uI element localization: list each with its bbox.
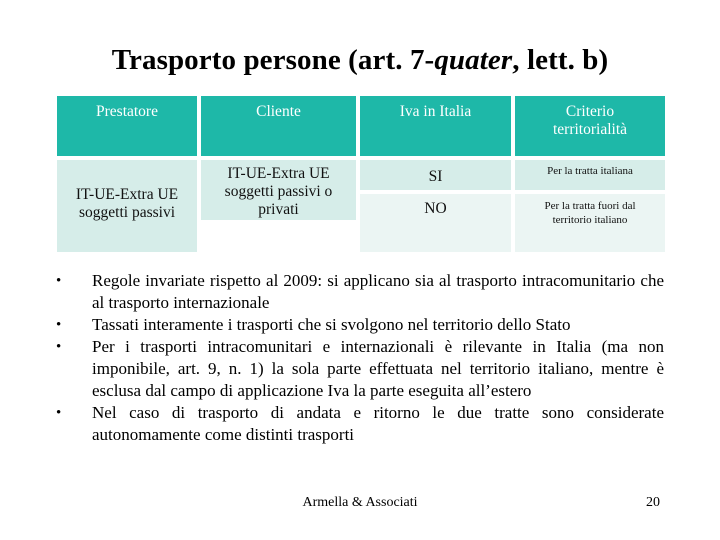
cell-iva-si: SI xyxy=(360,160,511,190)
page-number: 20 xyxy=(646,495,660,510)
title-suffix: , lett. b) xyxy=(512,44,609,76)
bullet-item: • Per i trasporti intracomunitari e internazionali è rilevante in Italia (ma non imponibile, art. 9, n. 1) la sola parte effettuata nel territorio italiano, mentre è esclusa dal campo di applicazione Iva la parte eseguita all’estero xyxy=(56,337,664,400)
header-iva: Iva in Italia xyxy=(360,96,511,156)
bullet-icon: • xyxy=(56,317,62,333)
bullet-item: • Nel caso di trasporto di andata e ritorno le due tratte sono considerate autonomamente come distinti trasporti xyxy=(56,403,664,444)
header-criterio: Criterio territorialità xyxy=(515,96,665,156)
slide-title xyxy=(0,44,720,77)
header-cliente: Cliente xyxy=(201,96,356,156)
title-italic: quater xyxy=(434,44,513,76)
cell-criterio-estero: Per la tratta fuori dal territorio italiano xyxy=(515,194,665,252)
header-prestatore: Prestatore xyxy=(57,96,197,156)
cell-cliente: IT-UE-Extra UE soggetti passivi o privati xyxy=(201,160,356,220)
bullet-icon: • xyxy=(56,405,62,421)
cell-iva-no: NO xyxy=(360,194,511,252)
bullet-item: • Regole invariate rispetto al 2009: si applicano sia al trasporto intracomunitario che al trasporto internazionale xyxy=(56,271,664,312)
transport-table xyxy=(57,96,665,252)
bullet-list xyxy=(56,270,664,446)
bullet-icon: • xyxy=(56,273,62,289)
title-prefix: Trasporto persone (art. 7- xyxy=(111,44,435,76)
cell-criterio-italiana: Per la tratta italiana xyxy=(515,160,665,190)
footer-author: Armella & Associati xyxy=(302,495,418,510)
bullet-item: • Tassati interamente i trasporti che si svolgono nel territorio dello Stato xyxy=(56,315,571,334)
cell-prestatore: IT-UE-Extra UE soggetti passivi xyxy=(57,160,197,252)
bullet-icon: • xyxy=(56,339,62,355)
